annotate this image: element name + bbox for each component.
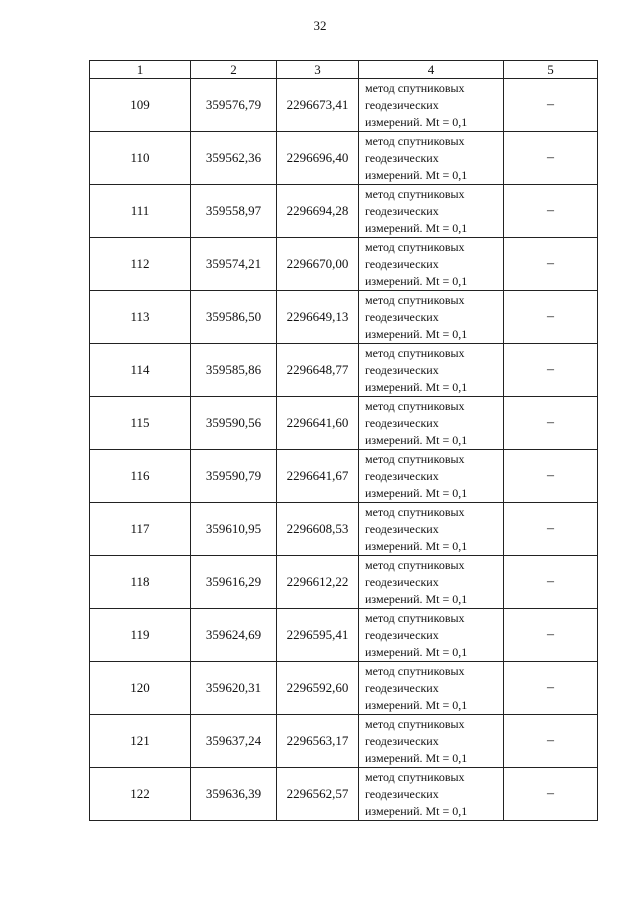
method-cell: метод спутниковых геодезических измерений. Mt = 0,1	[359, 662, 504, 715]
note-cell: –	[504, 450, 598, 503]
method-cell: метод спутниковых геодезических измерений. Mt = 0,1	[359, 609, 504, 662]
coord-x-cell: 359558,97	[191, 185, 277, 238]
header-col-2: 2	[191, 61, 277, 79]
note-cell: –	[504, 132, 598, 185]
point-number-cell: 113	[90, 291, 191, 344]
note-cell: –	[504, 662, 598, 715]
coord-y-cell: 2296563,17	[277, 715, 359, 768]
table-row	[90, 715, 598, 768]
method-cell: метод спутниковых геодезических измерений. Mt = 0,1	[359, 79, 504, 132]
table-row	[90, 291, 598, 344]
table-header	[90, 61, 598, 79]
note-cell: –	[504, 715, 598, 768]
point-number-cell: 119	[90, 609, 191, 662]
method-cell: метод спутниковых геодезических измерений. Mt = 0,1	[359, 768, 504, 821]
point-number-cell: 112	[90, 238, 191, 291]
coord-x-cell: 359616,29	[191, 556, 277, 609]
note-cell: –	[504, 556, 598, 609]
point-number-cell: 120	[90, 662, 191, 715]
table-row	[90, 662, 598, 715]
method-cell: метод спутниковых геодезических измерений. Mt = 0,1	[359, 397, 504, 450]
coord-x-cell: 359585,86	[191, 344, 277, 397]
coord-x-cell: 359620,31	[191, 662, 277, 715]
table-row	[90, 185, 598, 238]
point-number-cell: 111	[90, 185, 191, 238]
coord-y-cell: 2296694,28	[277, 185, 359, 238]
table-row	[90, 450, 598, 503]
coord-x-cell: 359590,79	[191, 450, 277, 503]
coord-x-cell: 359590,56	[191, 397, 277, 450]
table-row	[90, 238, 598, 291]
header-row	[90, 61, 598, 79]
coord-x-cell: 359624,69	[191, 609, 277, 662]
method-cell: метод спутниковых геодезических измерений. Mt = 0,1	[359, 185, 504, 238]
method-cell: метод спутниковых геодезических измерений. Mt = 0,1	[359, 291, 504, 344]
coord-x-cell: 359576,79	[191, 79, 277, 132]
note-cell: –	[504, 238, 598, 291]
coord-y-cell: 2296562,57	[277, 768, 359, 821]
coord-y-cell: 2296649,13	[277, 291, 359, 344]
header-col-1: 1	[90, 61, 191, 79]
header-col-3: 3	[277, 61, 359, 79]
point-number-cell: 122	[90, 768, 191, 821]
table-row	[90, 79, 598, 132]
note-cell: –	[504, 291, 598, 344]
coord-y-cell: 2296648,77	[277, 344, 359, 397]
coord-x-cell: 359586,50	[191, 291, 277, 344]
point-number-cell: 110	[90, 132, 191, 185]
point-number-cell: 121	[90, 715, 191, 768]
coord-x-cell: 359562,36	[191, 132, 277, 185]
table-row	[90, 609, 598, 662]
point-number-cell: 109	[90, 79, 191, 132]
table-row	[90, 344, 598, 397]
table-body	[90, 79, 598, 821]
coord-x-cell: 359574,21	[191, 238, 277, 291]
table-row	[90, 397, 598, 450]
note-cell: –	[504, 609, 598, 662]
coord-y-cell: 2296592,60	[277, 662, 359, 715]
note-cell: –	[504, 397, 598, 450]
coord-y-cell: 2296612,22	[277, 556, 359, 609]
point-number-cell: 118	[90, 556, 191, 609]
header-col-4: 4	[359, 61, 504, 79]
table-row	[90, 768, 598, 821]
note-cell: –	[504, 768, 598, 821]
note-cell: –	[504, 185, 598, 238]
coord-x-cell: 359610,95	[191, 503, 277, 556]
note-cell: –	[504, 79, 598, 132]
page-number: 32	[313, 18, 327, 33]
point-number-cell: 114	[90, 344, 191, 397]
point-number-cell: 117	[90, 503, 191, 556]
point-number-cell: 115	[90, 397, 191, 450]
coord-x-cell: 359637,24	[191, 715, 277, 768]
coord-y-cell: 2296595,41	[277, 609, 359, 662]
coord-x-cell: 359636,39	[191, 768, 277, 821]
coordinates-table	[89, 60, 598, 821]
table-row	[90, 503, 598, 556]
coord-y-cell: 2296670,00	[277, 238, 359, 291]
method-cell: метод спутниковых геодезических измерений. Mt = 0,1	[359, 715, 504, 768]
table-row	[90, 556, 598, 609]
note-cell: –	[504, 503, 598, 556]
coord-y-cell: 2296641,67	[277, 450, 359, 503]
note-cell: –	[504, 344, 598, 397]
method-cell: метод спутниковых геодезических измерений. Mt = 0,1	[359, 450, 504, 503]
table-row	[90, 132, 598, 185]
method-cell: метод спутниковых геодезических измерений. Mt = 0,1	[359, 556, 504, 609]
method-cell: метод спутниковых геодезических измерений. Mt = 0,1	[359, 503, 504, 556]
coord-y-cell: 2296673,41	[277, 79, 359, 132]
method-cell: метод спутниковых геодезических измерений. Mt = 0,1	[359, 132, 504, 185]
coord-y-cell: 2296608,53	[277, 503, 359, 556]
header-col-5: 5	[504, 61, 598, 79]
method-cell: метод спутниковых геодезических измерений. Mt = 0,1	[359, 238, 504, 291]
point-number-cell: 116	[90, 450, 191, 503]
coord-y-cell: 2296641,60	[277, 397, 359, 450]
method-cell: метод спутниковых геодезических измерений. Mt = 0,1	[359, 344, 504, 397]
coord-y-cell: 2296696,40	[277, 132, 359, 185]
